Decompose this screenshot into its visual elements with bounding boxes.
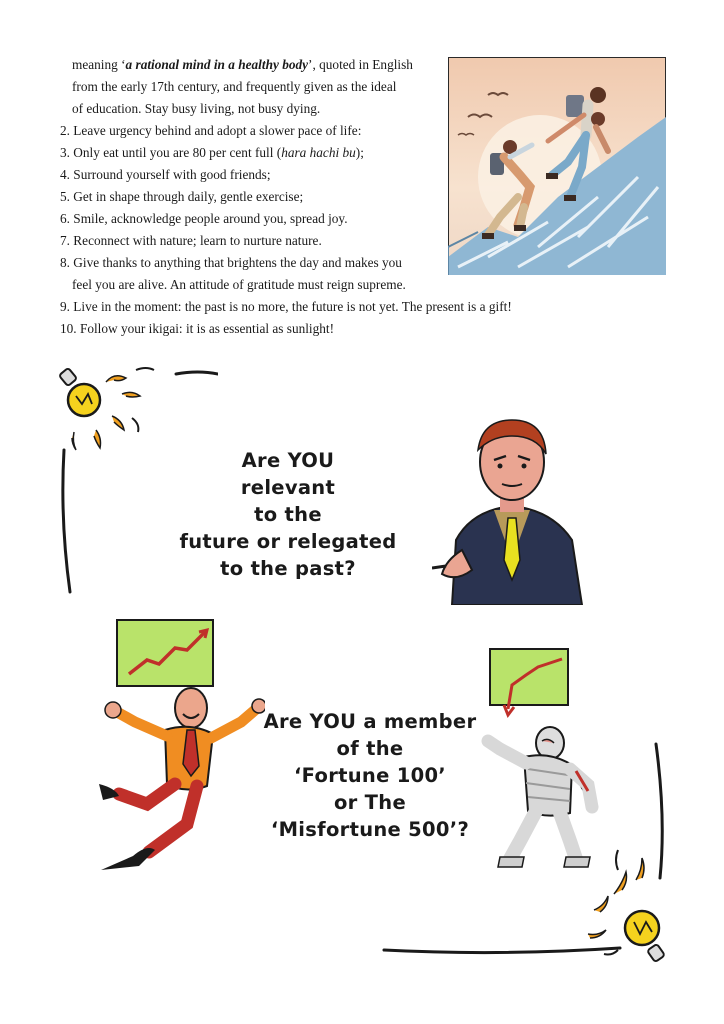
list-item-8-line-2: feel you are alive. An attitude of gratitude must reign supreme. xyxy=(72,277,406,292)
line1-suffix: ’, quoted in English xyxy=(308,57,413,72)
heading-relevant-line-3: to the xyxy=(254,503,322,526)
item3-prefix: 3. Only eat until you are 80 per cent full ( xyxy=(60,145,282,160)
emphasis-phrase: a rational mind in a healthy body xyxy=(125,57,309,72)
list-item-4: 4. Surround yourself with good friends; xyxy=(60,167,271,182)
line1-prefix: meaning ‘ xyxy=(72,57,126,72)
list-item-7: 7. Reconnect with nature; learn to nurture nature. xyxy=(60,233,322,248)
lightbulb-icon xyxy=(625,911,665,962)
paragraph-line-3: of education. Stay busy living, not busy dying. xyxy=(72,101,321,116)
heading-fortune-line-4: or The xyxy=(333,791,406,814)
falling-chart-icon xyxy=(490,649,568,715)
happy-businessman-illustration xyxy=(95,618,265,873)
heading-relevant-line-4: future or relegated xyxy=(179,530,397,553)
heading-relevant-line-2: relevant xyxy=(240,476,336,499)
list-item-10: 10. Follow your ikigai: it is as essential as sunlight! xyxy=(60,321,335,336)
rising-chart-icon xyxy=(117,620,213,686)
hikers-illustration xyxy=(448,57,666,275)
heading-fortune-line-3: ‘Fortune 100’ xyxy=(293,764,447,787)
list-item-2: 2. Leave urgency behind and adopt a slower pace of life: xyxy=(60,123,362,138)
list-item-5: 5. Get in shape through daily, gentle exercise; xyxy=(60,189,304,204)
item3-italic: hara hachi bu xyxy=(281,145,356,160)
list-item-3 xyxy=(60,142,364,164)
lightbulb-icon xyxy=(59,368,100,416)
item3-suffix: ); xyxy=(355,145,364,160)
paragraph-line-2: from the early 17th century, and frequently given as the ideal xyxy=(72,79,397,94)
heading-fortune-line-5: ‘Misfortune 500’? xyxy=(270,818,470,841)
heading-relevant-line-1: Are YOU xyxy=(241,449,335,472)
list-item-6: 6. Smile, acknowledge people around you, spread joy. xyxy=(60,211,348,226)
paragraph-line-1 xyxy=(72,54,413,76)
heading-relevant xyxy=(168,447,408,582)
heading-fortune-line-2: of the xyxy=(336,737,404,760)
heading-fortune-line-1: Are YOU a member xyxy=(263,710,477,733)
businessman-pointing-illustration xyxy=(432,410,592,605)
corner-ornament-bottom-right xyxy=(380,738,670,970)
heading-relevant-line-5: to the past? xyxy=(220,557,356,580)
list-item-9: 9. Live in the moment: the past is no more, the future is not yet. The present is a gift! xyxy=(60,299,512,314)
list-item-8-line-1: 8. Give thanks to anything that brightens the day and makes you xyxy=(60,255,402,270)
